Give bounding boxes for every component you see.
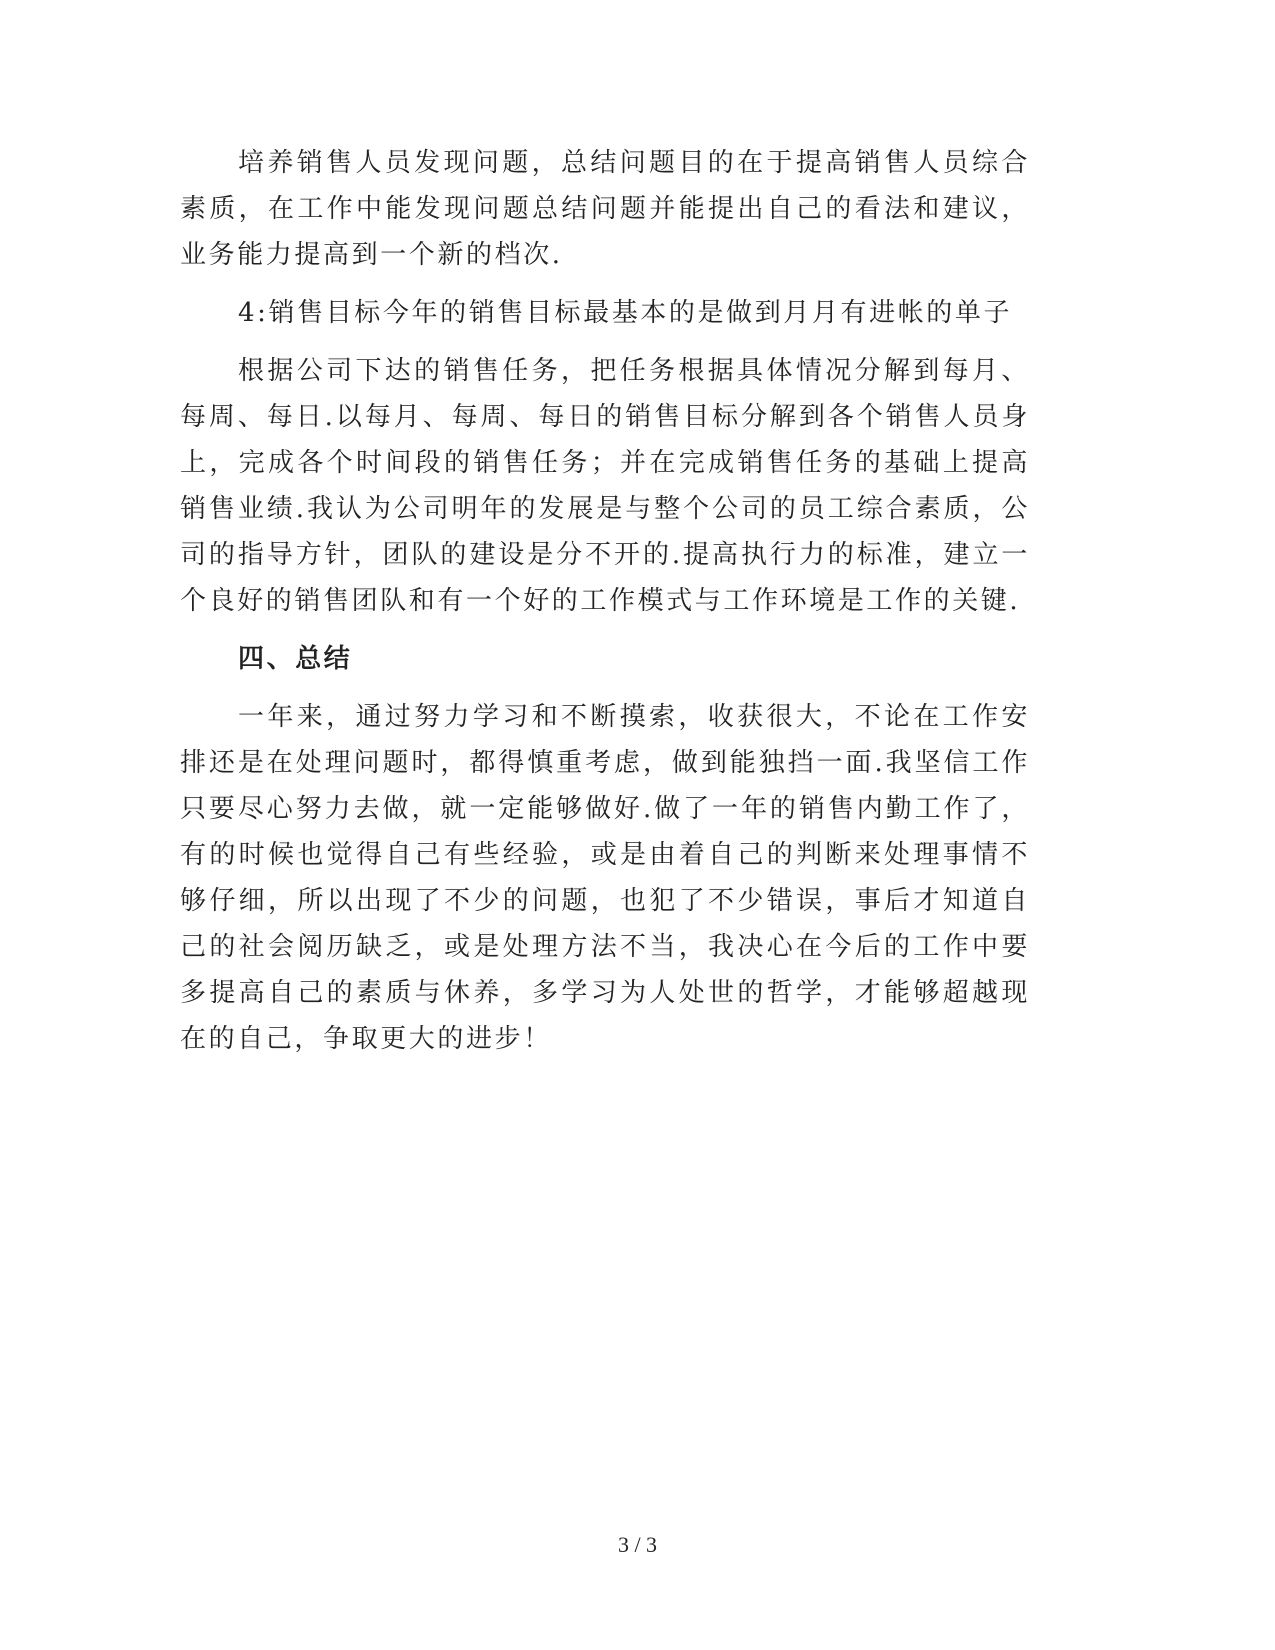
section-heading-summary: 四、总结 (238, 644, 353, 674)
page-number: 3 / 3 (617, 1532, 658, 1557)
paragraph-sales-target: 4:销售目标今年的销售目标最基本的是做到月月有进帐的单子 (238, 298, 1013, 328)
document-body (180, 140, 1030, 1062)
paragraph-training: 培养销售人员发现问题，总结问题目的在于提高销售人员综合素质，在工作中能发现问题总结问题并能提出自己的看法和建议，业务能力提高到一个新的档次. (180, 148, 1030, 270)
paragraph-summary: 一年来，通过努力学习和不断摸索，收获很大，不论在工作安排还是在处理问题时，都得慎重考虑，做到能独挡一面.我坚信工作只要尽心努力去做，就一定能够做好.做了一年的销售内勤工作了，有的时候也觉得自己有些经验，或是由着自己的判断来处理事情不够仔细，所以出现了不少的问题，也犯了不少错误，事后才知道自己的社会阅历缺乏，或是处理方法不当，我决心在今后的工作中要多提高自己的素质与休养，多学习为人处世的哲学，才能够超越现在的自己，争取更大的进步！ (180, 702, 1030, 1054)
paragraph-task-breakdown: 根据公司下达的销售任务，把任务根据具体情况分解到每月、每周、每日.以每月、每周、每日的销售目标分解到各个销售人员身上，完成各个时间段的销售任务；并在完成销售任务的基础上提高销售业绩.我认为公司明年的发展是与整个公司的员工综合素质，公司的指导方针，团队的建设是分不开的.提高执行力的标准，建立一个良好的销售团队和有一个好的工作模式与工作环境是工作的关键. (180, 356, 1030, 616)
